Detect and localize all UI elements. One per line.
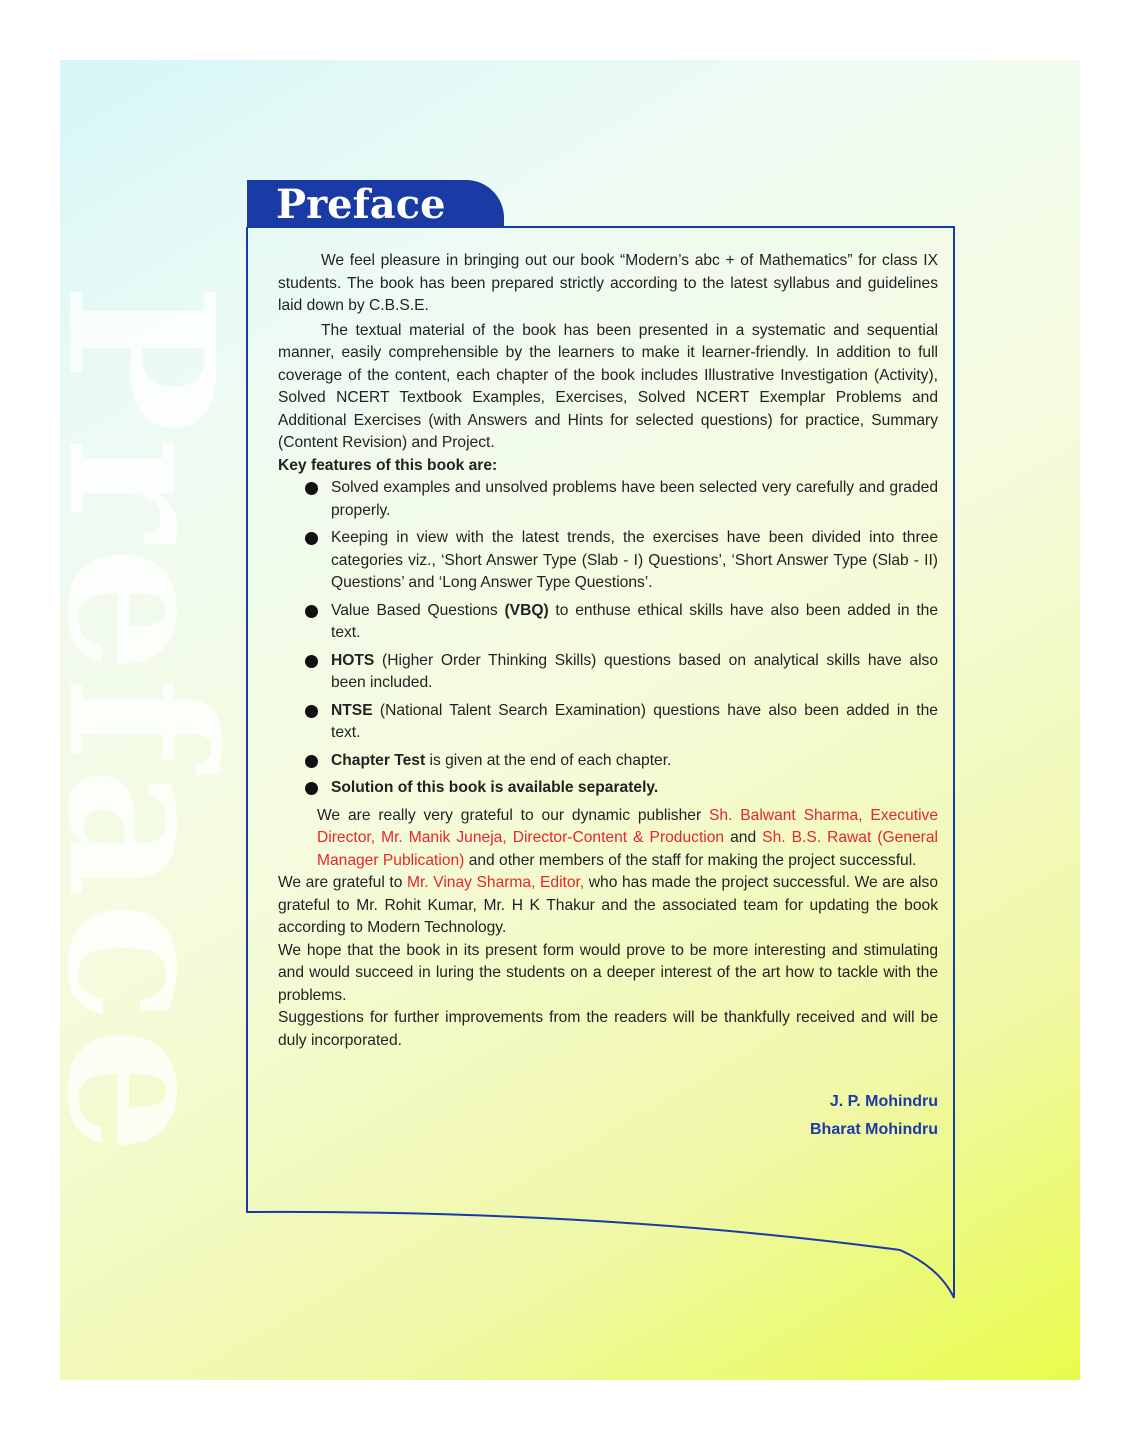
list-item: Solved examples and unsolved problems have been selected very carefully and graded properly. [278, 477, 938, 522]
list-item: NTSE (National Talent Search Examination) questions have also been added in the text. [278, 700, 938, 745]
suggestions-paragraph: Suggestions for further improvements from the readers will be thankfully received and will be duly incorporated. [278, 1009, 938, 1049]
list-item: Value Based Questions (VBQ) to enthuse ethical skills have also been added in the text. [278, 600, 938, 645]
author-name: Bharat Mohindru [810, 1121, 938, 1138]
content-paragraph: The textual material of the book has been presented in a systematic and sequential manner, easily comprehensible by the learners to make it learner-friendly. In addition to full coverage of the content, each chapter of the book includes Illustrative Investigation (Activity), Solved NCERT Textbook Examples, Exercises, Solved NCERT Exemplar Problems and Additional Exercises (with Answers and Hints for selected questions) for practice, Summary (Content Revision) and Project. [278, 321, 938, 451]
page-title: Preface [276, 181, 446, 228]
key-features-list [278, 477, 938, 800]
list-item: Keeping in view with the latest trends, the exercises have been divided into three categories viz., ‘Short Answer Type (Slab - I) Questions’, ‘Short Answer Type (Slab - II) Questions’ and ‘Long Answer Type Questions’. [278, 527, 938, 595]
author-signatures [278, 1088, 938, 1144]
list-item: Chapter Test is given at the end of each chapter. [278, 750, 938, 773]
preface-body [278, 250, 938, 1144]
intro-paragraph: We feel pleasure in bringing out our book “Modern’s abc + of Mathematics” for class IX students. The book has been prepared strictly according to the latest syllabus and guidelines laid down by C.B.S.E. [278, 252, 938, 314]
editor-paragraph: We are grateful to Mr. Vinay Sharma, Editor, who has made the project successful. We are also grateful to Mr. Rohit Kumar, Mr. H K Thakur and the associated team for updating the book according to Modern Technology. [278, 874, 938, 936]
author-name: J. P. Mohindru [829, 1093, 938, 1110]
list-item: HOTS (Higher Order Thinking Skills) questions based on analytical skills have also been included. [278, 650, 938, 695]
key-features-heading: Key features of this book are: [278, 456, 498, 474]
list-item: Solution of this book is available separately. [278, 777, 938, 800]
closing-paragraph: We hope that the book in its present form would prove to be more interesting and stimulating and would succeed in luring the students on a deeper interest of the art how to tackle with the problems. [278, 941, 938, 1004]
watermark-text: Preface [22, 282, 258, 1158]
acknowledgement-paragraph: We are really very grateful to our dynamic publisher Sh. Balwant Sharma, Executive Director, Mr. Manik Juneja, Director-Content & Production and Sh. B.S. Rawat (General Manager Publication) and other members of the staff for making the project successful. [317, 806, 938, 869]
